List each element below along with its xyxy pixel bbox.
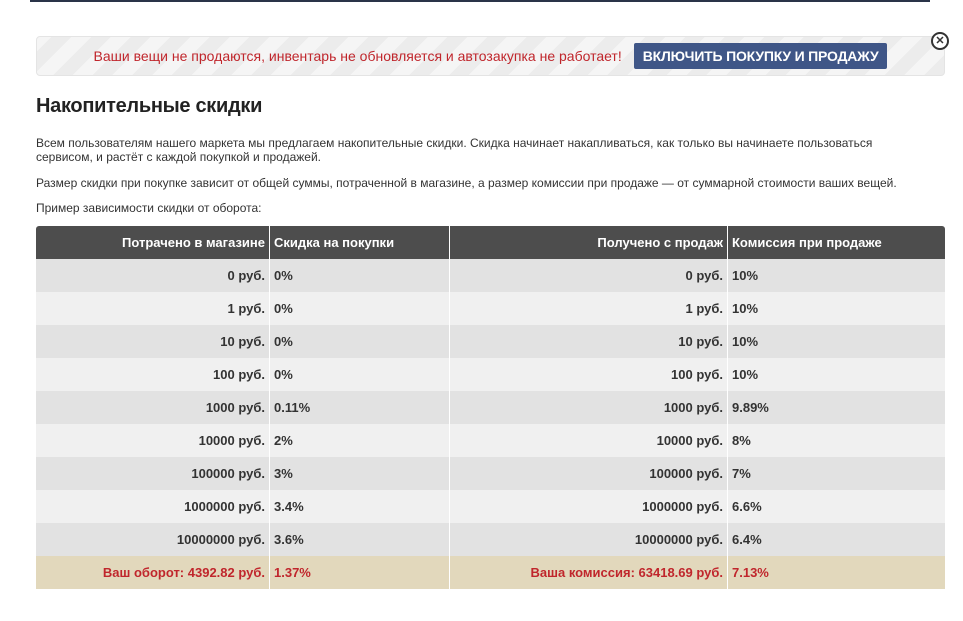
page-title: Накопительные скидки bbox=[36, 95, 263, 117]
discount-value: 0% bbox=[270, 292, 449, 325]
table-row bbox=[36, 523, 449, 556]
table-header-row bbox=[36, 226, 449, 259]
received-amount: 100000 руб. bbox=[450, 457, 728, 490]
your-commission-total: Ваша комиссия: 63418.69 руб. bbox=[450, 556, 728, 589]
alert-message: Ваши вещи не продаются, инвентарь не обновляется и автозакупка не работает! bbox=[93, 48, 622, 64]
discount-value: 3.4% bbox=[270, 490, 449, 523]
table-row bbox=[450, 424, 945, 457]
spent-amount: 0 руб. bbox=[36, 259, 270, 292]
table-row bbox=[450, 292, 945, 325]
received-amount: 1000 руб. bbox=[450, 391, 728, 424]
table-row bbox=[450, 391, 945, 424]
discount-value: 0% bbox=[270, 358, 449, 391]
commission-value: 6.6% bbox=[728, 490, 945, 523]
your-discount: 1.37% bbox=[270, 556, 449, 589]
table-row bbox=[450, 490, 945, 523]
example-caption: Пример зависимости скидки от оборота: bbox=[36, 201, 262, 215]
spent-amount: 1000 руб. bbox=[36, 391, 270, 424]
total-row bbox=[450, 556, 945, 589]
top-border bbox=[0, 0, 963, 2]
discount-value: 0% bbox=[270, 325, 449, 358]
received-amount: 10000 руб. bbox=[450, 424, 728, 457]
discount-value: 3.6% bbox=[270, 523, 449, 556]
purchase-discount-table bbox=[36, 226, 449, 589]
discount-value: 3% bbox=[270, 457, 449, 490]
header-spent: Потрачено в магазине bbox=[36, 226, 270, 259]
table-row bbox=[450, 457, 945, 490]
received-amount: 0 руб. bbox=[450, 259, 728, 292]
received-amount: 100 руб. bbox=[450, 358, 728, 391]
received-amount: 1 руб. bbox=[450, 292, 728, 325]
commission-value: 10% bbox=[728, 358, 945, 391]
header-sale-commission: Комиссия при продаже bbox=[728, 226, 945, 259]
table-row bbox=[36, 490, 449, 523]
table-row bbox=[36, 325, 449, 358]
spent-amount: 10 руб. bbox=[36, 325, 270, 358]
status-alert-banner bbox=[36, 36, 945, 76]
your-commission-rate: 7.13% bbox=[728, 556, 945, 589]
your-turnover: Ваш оборот: 4392.82 руб. bbox=[36, 556, 270, 589]
header-received: Получено с продаж bbox=[450, 226, 728, 259]
commission-value: 8% bbox=[728, 424, 945, 457]
discount-tables bbox=[36, 226, 945, 589]
table-row bbox=[36, 259, 449, 292]
discount-explanation: Размер скидки при покупке зависит от общей суммы, потраченной в магазине, а размер комиссии при продаже — от суммарной стоимости ваших вещей. bbox=[36, 176, 897, 190]
table-row bbox=[36, 424, 449, 457]
table-row bbox=[450, 325, 945, 358]
total-row bbox=[36, 556, 449, 589]
table-row bbox=[36, 358, 449, 391]
close-icon[interactable]: ✕ bbox=[931, 32, 949, 50]
spent-amount: 1000000 руб. bbox=[36, 490, 270, 523]
discount-value: 0% bbox=[270, 259, 449, 292]
commission-value: 6.4% bbox=[728, 523, 945, 556]
received-amount: 10000000 руб. bbox=[450, 523, 728, 556]
received-amount: 10 руб. bbox=[450, 325, 728, 358]
table-row bbox=[450, 259, 945, 292]
spent-amount: 10000 руб. bbox=[36, 424, 270, 457]
commission-value: 10% bbox=[728, 292, 945, 325]
discount-value: 2% bbox=[270, 424, 449, 457]
table-row bbox=[36, 391, 449, 424]
spent-amount: 10000000 руб. bbox=[36, 523, 270, 556]
sale-commission-table bbox=[450, 226, 945, 589]
spent-amount: 100 руб. bbox=[36, 358, 270, 391]
commission-value: 9.89% bbox=[728, 391, 945, 424]
table-row bbox=[36, 457, 449, 490]
commission-value: 10% bbox=[728, 325, 945, 358]
table-header-row bbox=[450, 226, 945, 259]
table-row bbox=[36, 292, 449, 325]
enable-trading-button[interactable]: ВКЛЮЧИТЬ ПОКУПКУ И ПРОДАЖУ bbox=[634, 43, 888, 69]
spent-amount: 1 руб. bbox=[36, 292, 270, 325]
discount-value: 0.11% bbox=[270, 391, 449, 424]
header-purchase-discount: Скидка на покупки bbox=[270, 226, 449, 259]
intro-paragraph: Всем пользователям нашего маркета мы предлагаем накопительные скидки. Скидка начинает накапливаться, как только вы начинаете пользоваться сервисом, и растёт с каждой покупкой и продажей. bbox=[36, 136, 873, 164]
commission-value: 10% bbox=[728, 259, 945, 292]
spent-amount: 100000 руб. bbox=[36, 457, 270, 490]
table-row bbox=[450, 523, 945, 556]
received-amount: 1000000 руб. bbox=[450, 490, 728, 523]
commission-value: 7% bbox=[728, 457, 945, 490]
table-row bbox=[450, 358, 945, 391]
